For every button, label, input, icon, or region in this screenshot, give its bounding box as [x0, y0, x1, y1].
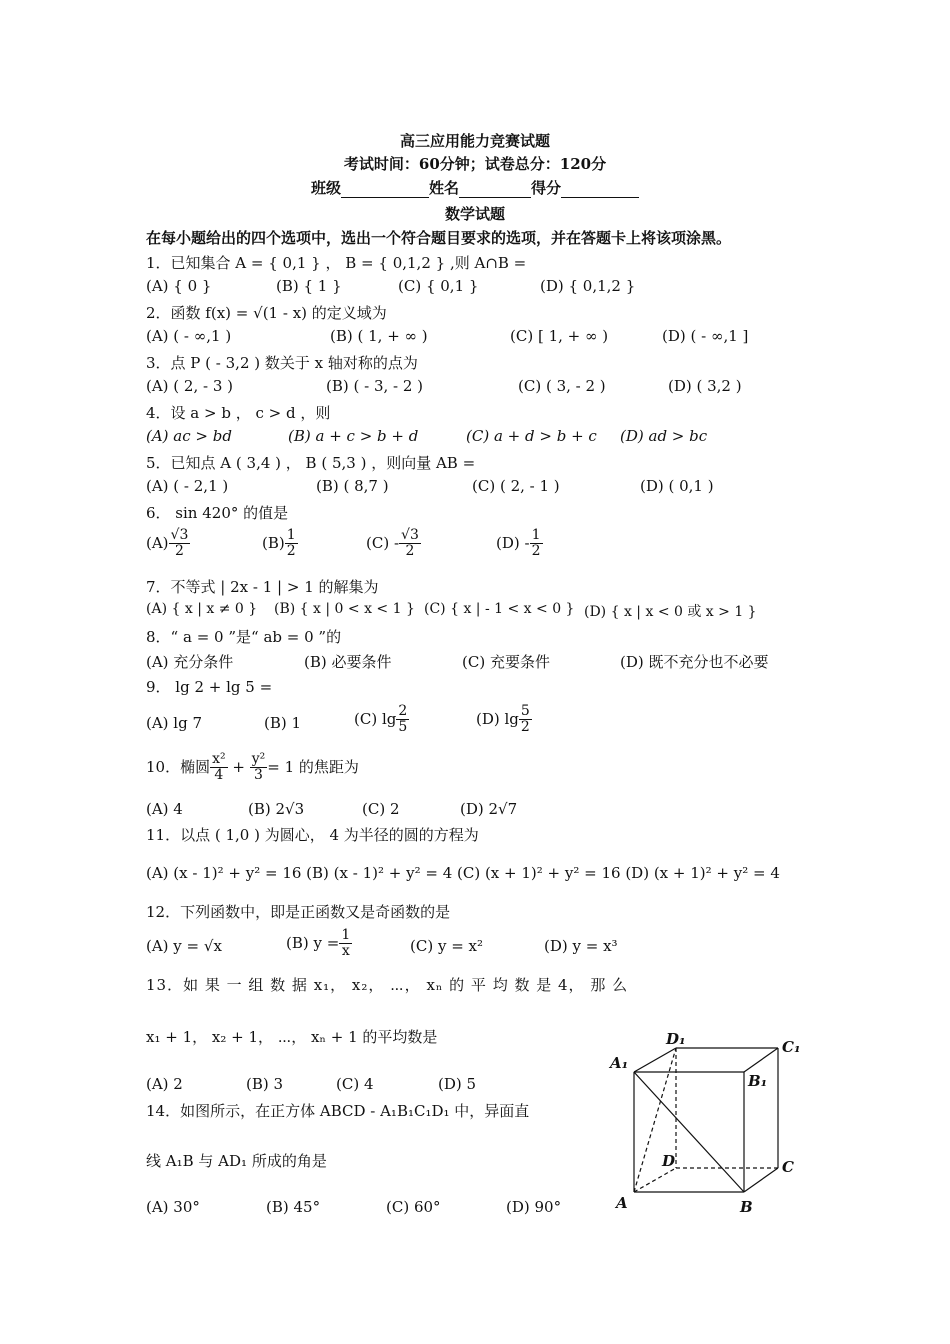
- q12-b-den: x: [341, 943, 350, 960]
- question-2-stem: 2．函数 f(x) = √(1 - x) 的定义域为: [146, 304, 387, 322]
- name-label: 姓名: [428, 179, 459, 197]
- q7-option-a[interactable]: (A) { x | x ≠ 0 }: [146, 601, 258, 617]
- q10-x-den: 4: [214, 767, 224, 784]
- q10-option-b[interactable]: (B) 2√3: [248, 800, 305, 818]
- q7-option-d[interactable]: (D) { x | x < 0 或 x > 1 }: [584, 604, 757, 620]
- hidden-diagonal-AD1: [634, 1048, 676, 1192]
- q1-option-c[interactable]: (C) { 0,1 }: [398, 277, 479, 295]
- vertex-label-D1: D₁: [666, 1030, 686, 1048]
- q6-a-fraction: [169, 528, 191, 560]
- q9-c-label: (C) lg: [354, 709, 397, 728]
- q6-c-den: 2: [405, 543, 415, 560]
- q6-c-num: √3: [401, 527, 419, 543]
- q5-option-c[interactable]: (C) ( 2, - 1 ): [472, 477, 560, 495]
- diagonal-A1B: [634, 1072, 744, 1192]
- q9-c-fraction: [396, 704, 409, 736]
- q6-a-label: (A): [146, 533, 169, 552]
- section-title: 数学试题: [444, 205, 505, 223]
- q10-stem-head: 10．椭圆: [146, 757, 211, 776]
- student-info-line: [0, 177, 950, 198]
- edge-BC: [744, 1168, 778, 1192]
- question-1-stem: 1．已知集合 A = { 0,1 } ， B = { 0,1,2 } ,则 A∩B =: [146, 254, 527, 272]
- q10-x-fraction: [210, 752, 228, 784]
- question-5-stem: 5．已知点 A ( 3,4 ) ， B ( 5,3 ) ，则向量 AB =: [146, 454, 476, 472]
- q2-option-c[interactable]: (C) [ 1, + ∞ ): [510, 327, 609, 345]
- q9-c-den: 5: [398, 719, 408, 736]
- exam-title: 高三应用能力竞赛试题: [399, 132, 550, 150]
- question-14-stem-2: 线 A₁B 与 AD₁ 所成的角是: [146, 1152, 327, 1170]
- q6-option-c[interactable]: [366, 528, 421, 560]
- q6-a-den: 2: [175, 543, 184, 560]
- q13-option-a[interactable]: (A) 2: [146, 1075, 183, 1093]
- q11-options[interactable]: (A) (x - 1)² + y² = 16 (B) (x - 1)² + y² = 4 (C) (x + 1)² + y² = 16 (D) (x + 1)² + y² = 4: [146, 864, 780, 882]
- edge-B1C1: [744, 1048, 778, 1072]
- question-12-stem: 12．下列函数中，即是正函数又是奇函数的是: [146, 903, 451, 921]
- q14-option-d[interactable]: (D) 90°: [506, 1198, 562, 1216]
- question-8-stem: 8．“ a = 0 ”是“ ab = 0 ”的: [146, 628, 342, 646]
- q5-option-d[interactable]: (D) ( 0,1 ): [640, 477, 714, 495]
- q9-option-d[interactable]: [476, 704, 532, 736]
- q6-d-fraction: [530, 528, 543, 560]
- vertex-label-B: B: [740, 1198, 753, 1216]
- q6-option-b[interactable]: [262, 528, 298, 560]
- question-7-stem: 7．不等式 | 2x - 1 | > 1 的解集为: [146, 578, 379, 596]
- q3-option-a[interactable]: (A) ( 2, - 3 ): [146, 377, 234, 395]
- vertex-label-A1: A₁: [610, 1054, 629, 1072]
- q9-d-label: (D) lg: [476, 709, 519, 728]
- q8-option-a[interactable]: (A) 充分条件: [146, 653, 234, 671]
- q4-option-d[interactable]: (D) ad > bc: [620, 427, 708, 445]
- q6-d-num: 1: [531, 527, 541, 543]
- q3-option-b[interactable]: (B) ( - 3, - 2 ): [326, 377, 424, 395]
- q8-option-b[interactable]: (B) 必要条件: [304, 653, 392, 671]
- q7-option-b[interactable]: (B) { x | 0 < x < 1 }: [274, 601, 415, 617]
- q6-d-label: (D) -: [496, 533, 530, 552]
- q9-option-c[interactable]: [354, 704, 409, 736]
- q6-c-label: (C) -: [366, 533, 400, 552]
- q9-c-num: 2: [398, 703, 408, 719]
- q8-option-d[interactable]: (D) 既不充分也不必要: [620, 653, 769, 671]
- q5-option-b[interactable]: (B) ( 8,7 ): [316, 477, 389, 495]
- q9-option-a[interactable]: (A) lg 7: [146, 714, 203, 732]
- q6-option-d[interactable]: [496, 528, 543, 560]
- q9-option-b[interactable]: (B) 1: [264, 714, 302, 732]
- question-4-stem: 4．设 a > b ， c > d ，则: [146, 404, 331, 422]
- vertex-label-C1: C₁: [782, 1038, 801, 1056]
- question-13-stem: 13．如 果 一 组 数 据 x₁， x₂， ⋯， xₙ 的 平 均 数 是 4， 那 么: [146, 976, 629, 994]
- q6-option-a[interactable]: [146, 528, 190, 560]
- question-13-stem-2: x₁ + 1， x₂ + 1， ⋯， xₙ + 1 的平均数是: [146, 1028, 438, 1046]
- q13-option-b[interactable]: (B) 3: [246, 1075, 284, 1093]
- q4-option-b[interactable]: (B) a + c > b + d: [288, 427, 419, 445]
- q10-y-fraction: [250, 752, 268, 784]
- question-11-stem: 11．以点 ( 1,0 ) 为圆心， 4 为半径的圆的方程为: [146, 826, 479, 844]
- class-label: 班级: [310, 179, 341, 197]
- q6-b-label: (B): [262, 533, 285, 552]
- q2-option-a[interactable]: (A) ( - ∞,1 ): [146, 327, 232, 345]
- q1-option-d[interactable]: (D) { 0,1,2 }: [540, 277, 636, 295]
- q10-y-num: y²: [251, 751, 266, 767]
- q12-option-a[interactable]: (A) y = √x: [146, 937, 222, 955]
- question-10-stem: 10．椭圆 $\frac{\text{x²}}{4}$ + $\frac{\text{y²}}{3}$ = 1 的焦距为: [146, 751, 359, 784]
- q12-option-d[interactable]: (D) y = x³: [544, 937, 618, 955]
- q2-option-d[interactable]: (D) ( - ∞,1 ]: [662, 327, 749, 345]
- q4-option-a[interactable]: (A) ac > bd: [146, 427, 232, 445]
- q7-option-c[interactable]: (C) { x | - 1 < x < 0 }: [424, 601, 575, 617]
- cube-figure: [600, 1030, 810, 1220]
- q10-y-den: 3: [254, 767, 263, 784]
- q10-option-d[interactable]: (D) 2√7: [460, 800, 518, 818]
- q8-option-c[interactable]: (C) 充要条件: [462, 653, 550, 671]
- q12-option-b[interactable]: [286, 928, 352, 960]
- q5-option-a[interactable]: (A) ( - 2,1 ): [146, 477, 229, 495]
- q6-b-fraction: [285, 528, 298, 560]
- q13-option-d[interactable]: (D) 5: [438, 1075, 477, 1093]
- score-label: 得分: [531, 179, 562, 197]
- q14-option-a[interactable]: (A) 30°: [146, 1198, 200, 1216]
- vertex-label-D: D: [662, 1152, 676, 1170]
- q14-option-b[interactable]: (B) 45°: [266, 1198, 321, 1216]
- vertex-label-B1: B₁: [748, 1072, 768, 1090]
- class-blank[interactable]: [341, 179, 429, 198]
- q12-b-num: 1: [341, 927, 351, 943]
- question-3-stem: 3．点 P ( - 3,2 ) 数关于 x 轴对称的点为: [146, 354, 418, 372]
- q9-d-fraction: [519, 704, 532, 736]
- score-blank[interactable]: [561, 179, 639, 198]
- q12-b-label: (B) y =: [286, 933, 340, 952]
- instruction: 在每小题给出的四个选项中，选出一个符合题目要求的选项，并在答题卡上将该项涂黑。: [146, 229, 732, 247]
- q13-option-c[interactable]: (C) 4: [336, 1075, 374, 1093]
- q4-option-c[interactable]: (C) a + d > b + c: [466, 427, 597, 445]
- q12-b-fraction: [339, 928, 352, 960]
- q1-option-b[interactable]: (B) { 1 }: [276, 277, 342, 295]
- q10-option-c[interactable]: (C) 2: [362, 800, 400, 818]
- q3-option-c[interactable]: (C) ( 3, - 2 ): [518, 377, 606, 395]
- question-9-stem: 9． lg 2 + lg 5 =: [146, 678, 273, 696]
- q6-a-num: √3: [170, 527, 189, 543]
- q10-x-num: x²: [212, 751, 226, 767]
- vertex-label-A: A: [616, 1194, 628, 1212]
- q9-d-num: 5: [520, 703, 530, 719]
- q10-stem-tail: = 1 的焦距为: [267, 757, 359, 776]
- q3-option-d[interactable]: (D) ( 3,2 ): [668, 377, 742, 395]
- q2-option-b[interactable]: (B) ( 1, + ∞ ): [330, 327, 428, 345]
- q14-option-c[interactable]: (C) 60°: [386, 1198, 441, 1216]
- question-14-stem: 14．如图所示，在正方体 ABCD - A₁B₁C₁D₁ 中，异面直: [146, 1102, 530, 1120]
- exam-subtitle: 考试时间：60分钟；试卷总分：120分: [343, 155, 607, 173]
- q6-b-den: 2: [286, 543, 296, 560]
- q12-option-c[interactable]: (C) y = x²: [410, 937, 484, 955]
- q10-option-a[interactable]: (A) 4: [146, 800, 183, 818]
- q6-c-fraction: [399, 528, 421, 560]
- q6-b-num: 1: [286, 527, 296, 543]
- name-blank[interactable]: [459, 179, 531, 198]
- q1-option-a[interactable]: (A) { 0 }: [146, 277, 212, 295]
- vertex-label-C: C: [782, 1158, 794, 1176]
- q9-d-den: 2: [520, 719, 530, 736]
- question-6-stem: 6． sin 420° 的值是: [146, 504, 289, 522]
- q6-d-den: 2: [531, 543, 541, 560]
